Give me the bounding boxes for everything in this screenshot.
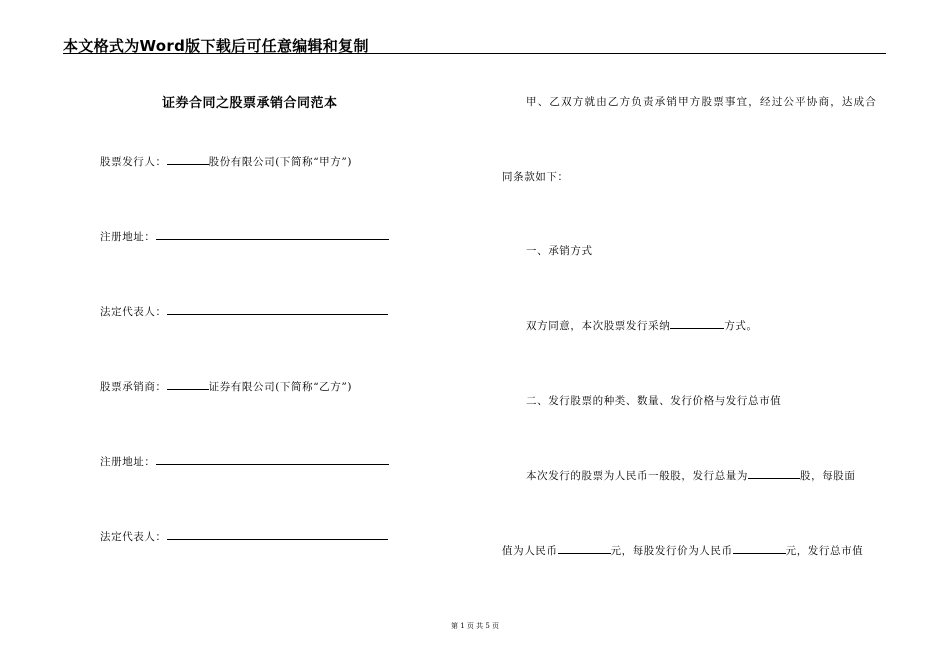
header-banner: 本文格式为Word版下载后可任意编辑和复制 [63,37,369,55]
rep-blank-1 [167,304,388,315]
section-1-heading: 一、承销方式 [526,245,593,257]
section-2-heading: 二、发行股票的种类、数量、发行价格与发行总市值 [526,395,782,407]
issuer-suffix: 股份有限公司(下简称“甲方”) [208,156,353,168]
rep-label-2: 法定代表人： [100,531,167,543]
rep-line-1 [100,304,388,319]
address-line-2 [100,454,389,469]
agreement-paragraph-line-2: 同条款如下： [502,171,569,183]
section-2-line-1-a: 本次发行的股票为人民币一般股，发行总量为 [526,470,748,482]
section-2-line-2 [502,543,863,558]
address-blank-2 [156,454,389,465]
underwriter-name-blank [167,379,209,390]
rep-blank-2 [167,529,388,540]
address-label-1: 注册地址： [100,231,156,243]
section-2-line-1-b: 股，每股面 [800,470,856,482]
section-2-line-2-b: 元，每股发行价为人民币 [610,545,733,557]
section-2-line-2-c: 元，发行总市值 [785,545,864,557]
total-shares-blank [748,468,800,479]
rep-label-1: 法定代表人： [100,306,167,318]
document-title: 证券合同之股票承销合同范本 [162,96,338,111]
issue-price-blank [733,543,786,554]
rep-line-2 [100,529,388,544]
address-label-2: 注册地址： [100,456,156,468]
section-1-text-a: 双方同意，本次股票发行采纳 [526,320,671,332]
issue-method-blank [670,318,724,329]
issuer-label: 股票发行人： [100,156,167,168]
section-2-line-1 [526,468,856,483]
underwriter-suffix: 证券有限公司(下简称“乙方”) [208,381,353,393]
address-line-1 [100,229,389,244]
page-number: 第 1 页 共 5 页 [450,622,500,630]
issuer-name-blank [167,154,209,165]
address-blank-1 [156,229,389,240]
agreement-paragraph-line-1: 甲、乙双方就由乙方负责承销甲方股票事宜，经过公平协商，达成合 [526,96,877,108]
par-value-blank [558,543,611,554]
document-header-bar [63,34,886,54]
issuer-line [100,154,352,169]
section-2-line-2-a: 值为人民币 [502,545,558,557]
underwriter-label: 股票承销商： [100,381,167,393]
underwriter-line [100,379,352,394]
section-1-text [526,318,758,333]
section-1-text-b: 方式。 [724,320,758,332]
